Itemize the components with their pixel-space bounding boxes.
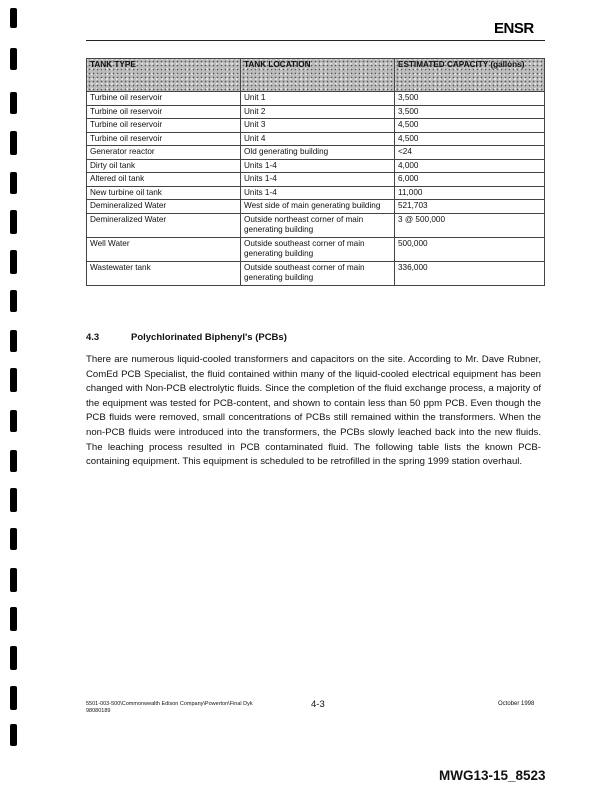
document-id-stamp: MWG13-15_8523 xyxy=(439,768,546,783)
footer-path-line: 5501-003-500\Commonwealth Edison Company\Powerton\Final Dyk xyxy=(86,701,253,707)
section-heading xyxy=(86,332,287,343)
capacity-cell: 4,000 xyxy=(395,159,545,173)
tank-location-cell: Unit 2 xyxy=(241,105,395,119)
tank-type-cell: Demineralized Water xyxy=(87,200,241,214)
tank-location-cell: Outside southeast corner of main generating building xyxy=(241,237,395,261)
capacity-cell: 500,000 xyxy=(395,237,545,261)
tank-location-cell: Unit 4 xyxy=(241,132,395,146)
tank-location-cell: Outside northeast corner of main generating building xyxy=(241,213,395,237)
capacity-cell: 3,500 xyxy=(395,92,545,106)
tank-type-cell: Altered oil tank xyxy=(87,173,241,187)
tank-type-cell: Well Water xyxy=(87,237,241,261)
tank-location-cell: Unit 3 xyxy=(241,119,395,133)
tank-type-cell: Dirty oil tank xyxy=(87,159,241,173)
column-header-capacity: ESTIMATED CAPACITY (gallons) xyxy=(395,59,545,92)
tank-type-cell: Turbine oil reservoir xyxy=(87,92,241,106)
table-row xyxy=(87,173,545,187)
capacity-cell: 3 @ 500,000 xyxy=(395,213,545,237)
tank-type-cell: Turbine oil reservoir xyxy=(87,119,241,133)
tank-location-cell: Units 1-4 xyxy=(241,159,395,173)
table-row xyxy=(87,105,545,119)
header-rule xyxy=(86,40,545,41)
table-row xyxy=(87,132,545,146)
table-row xyxy=(87,213,545,237)
tank-location-cell: Outside southeast corner of main generating building xyxy=(241,261,395,285)
tank-location-cell: Units 1-4 xyxy=(241,173,395,187)
table-row xyxy=(87,146,545,160)
table-row xyxy=(87,200,545,214)
table-row xyxy=(87,186,545,200)
tank-type-cell: Generator reactor xyxy=(87,146,241,160)
section-title: Polychlorinated Biphenyl's (PCBs) xyxy=(131,332,287,343)
capacity-cell: 521,703 xyxy=(395,200,545,214)
tank-type-cell: New turbine oil tank xyxy=(87,186,241,200)
table-row xyxy=(87,159,545,173)
tank-type-cell: Turbine oil reservoir xyxy=(87,105,241,119)
footer-file-path xyxy=(86,701,296,715)
column-header-tank-type: TANK TYPE xyxy=(87,59,241,92)
table-header-row xyxy=(87,59,545,92)
capacity-cell: 4,500 xyxy=(395,132,545,146)
page-number: 4-3 xyxy=(311,699,325,710)
tank-type-cell: Turbine oil reservoir xyxy=(87,132,241,146)
capacity-cell: 6,000 xyxy=(395,173,545,187)
capacity-cell: 4,500 xyxy=(395,119,545,133)
tank-table xyxy=(86,58,545,286)
tank-location-cell: Old generating building xyxy=(241,146,395,160)
footer-date: October 1998 xyxy=(498,701,535,707)
tank-location-cell: Units 1-4 xyxy=(241,186,395,200)
table-row xyxy=(87,92,545,106)
tank-type-cell: Demineralized Water xyxy=(87,213,241,237)
column-header-tank-location: TANK LOCATION xyxy=(241,59,395,92)
capacity-cell: <24 xyxy=(395,146,545,160)
binder-punch-marks xyxy=(10,0,18,800)
tank-type-cell: Wastewater tank xyxy=(87,261,241,285)
ensr-logo: ENSR xyxy=(494,20,534,37)
capacity-cell: 336,000 xyxy=(395,261,545,285)
table-row xyxy=(87,261,545,285)
capacity-cell: 3,500 xyxy=(395,105,545,119)
capacity-cell: 11,000 xyxy=(395,186,545,200)
tank-location-cell: West side of main generating building xyxy=(241,200,395,214)
table-row xyxy=(87,237,545,261)
footer-code-line: 98080189 xyxy=(86,708,111,714)
section-number: 4.3 xyxy=(86,332,100,343)
table-row xyxy=(87,119,545,133)
pcb-paragraph: There are numerous liquid-cooled transformers and capacitors on the site. According to Mr. Dave Rubner, ComEd PCB Specialist, the fluid contained within many of the liquid-cooled electrical equipment has been changed with Non-PCB electrolytic fluids. Since the completion of the fluid exchange process, a majority of the equipment was tested for PCB-content, and shown to contain less than 50 ppm PCB. Even though the PCB fluids were removed, small concentrations of PCBs still remained within the transformers. When the non-PCB fluids were introduced into the transformers, the PCBs slowly leached back into the new fluids. The leaching process resulted in PCB contaminated fluid. The following table lists the known PCB-containing equipment. This equipment is scheduled to be retrofilled in the spring 1999 station overhaul. xyxy=(86,354,541,468)
tank-location-cell: Unit 1 xyxy=(241,92,395,106)
